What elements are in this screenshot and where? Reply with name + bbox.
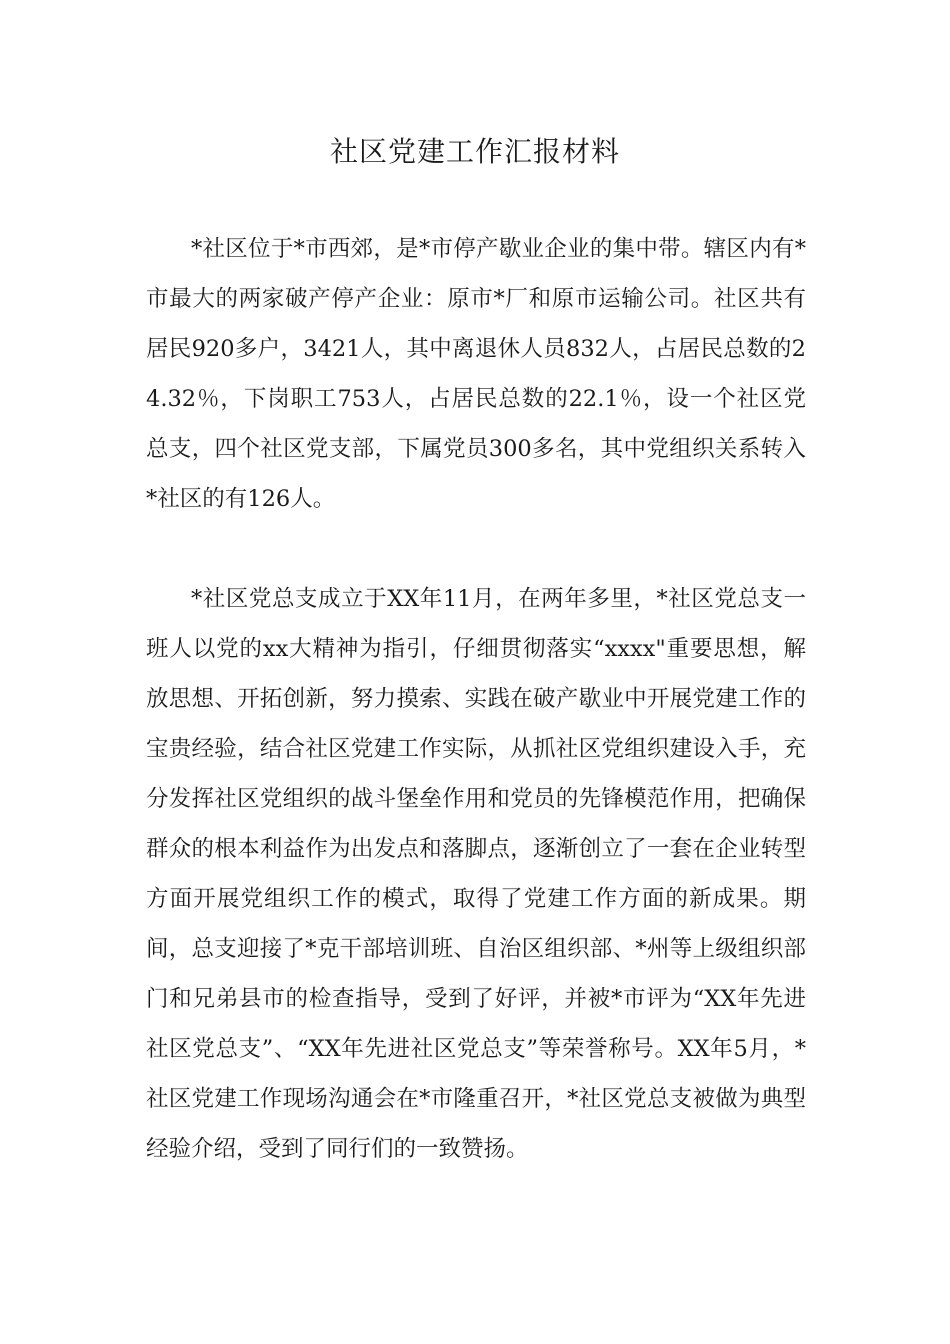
paragraph-intro: *社区位于*市西郊，是*市停产歇业企业的集中带。辖区内有*市最大的两家破产停产企业：原市*厂和原市运输公司。社区共有居民920多户，3421人，其中离退休人员832人，占居民总数的24.32％，下岗职工753人，占居民总数的22.1％，设一个社区党总支，四个社区党支部，下属党员300多名，其中党组织关系转入*社区的有126人。 [146, 236, 806, 512]
paragraph-achievements: *社区党总支成立于XX年11月，在两年多里，*社区党总支一班人以党的xx大精神为指引，仔细贯彻落实“xxxx"重要思想，解放思想、开拓创新，努力摸索、实践在破产歇业中开展党建工作的宝贵经验，结合社区党建工作实际，从抓社区党组织建设入手，充分发挥社区党组织的战斗堡垒作用和党员的先锋模范作用，把确保群众的根本利益作为出发点和落脚点，逐渐创立了一套在企业转型方面开展党组织工作的模式，取得了党建工作方面的新成果。期间，总支迎接了*克干部培训班、自治区组织部、*州等上级组织部门和兄弟县市的检查指导，受到了好评，并被*市评为“XX年先进社区党总支”、“XX年先进社区党总支”等荣誉称号。XX年5月，*社区党建工作现场沟通会在*市隆重召开，*社区党总支被做为典型经验介绍，受到了同行们的一致赞扬。 [146, 586, 806, 1162]
document-title: 社区党建工作汇报材料 [329, 135, 620, 168]
